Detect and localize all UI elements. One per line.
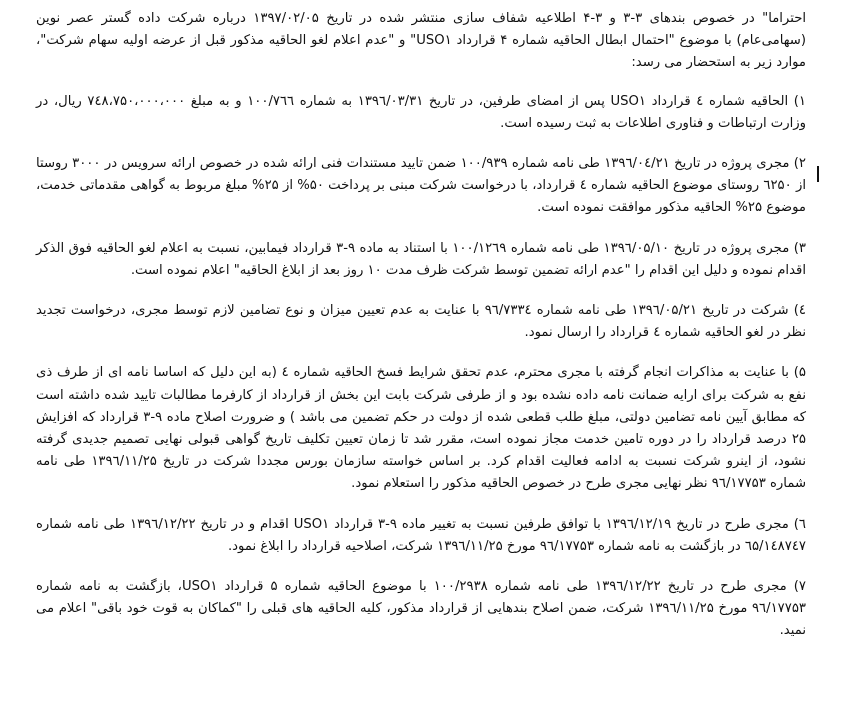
text-cursor (817, 166, 819, 182)
item-5-paragraph: ۵) با عنایت به مذاکرات انجام گرفته با مجری محترم، عدم تحقق شرایط فسخ الحاقیه شماره ٤ (به این دلیل که اساسا نامه ای از طرف ذی نفع به شرکت برای ارایه ضمانت نامه داده نشده بود و از طرفی شرکت بابت این بخش از قرارداد از کارفرما مطالبات تایید شده داشته است که مطابق آیین نامه تضامین دولتی، مبلغ طلب قطعی شده از دولت در حکم تضمین می باشد ) و ضرورت اصلاح ماده ۹-۳ قرارداد که افزایش ۲۵ درصد قرارداد را در دوره تامین خدمت مجاز نموده است، مقرر شد تا زمان تعیین تکلیف تاریخ گواهی قبولی نهایی تصمیم جدیدی گرفته نشود، از اینرو شرکت نسبت به ادامه فعالیت اقدام کرد. بر اساس خواسته سازمان بورس مجددا شرکت در تاریخ ۱۳۹٦/۱۱/۲۵ طی نامه شماره ۹٦/۱۷۷۵۳ نظر نهایی مجری طرح در خصوص الحاقیه مذکور را استعلام نمود. (36, 365, 806, 492)
item-3-paragraph: ۳) مجری پروژه در تاریخ ۱۳۹٦/۰۵/۱۰ طی نامه شماره ۱۰۰/۱۲٦۹ با استناد به ماده ۹-۳ قرارداد فیمابین، نسبت به اعلام لغو الحاقیه فوق الذکر اقدام نموده و دلیل این اقدام را "عدم ارائه تضمین توسط شرکت ظرف مدت ۱۰ روز بعد از ابلاغ الحاقیه" اعلام نموده است. (36, 240, 806, 278)
item-2-paragraph: ۲) مجری پروژه در تاریخ ۱۳۹٦/۰٤/۲۱ طی نامه شماره ۱۰۰/۹۳۹ ضمن تایید مستندات فنی ارائه شده در خصوص ارائه سرویس در ۳۰۰۰ روستا از ٦٢۵۰ روستای موضوع الحاقیه شماره ٤ قرارداد، با درخواست شرکت مبنی بر پرداخت ۵۰% از ۲۵% مبلغ مربوط به گواهی مقدماتی خدمت، موضوع ۲۵% الحاقیه مذکور موافقت نموده است. (36, 156, 806, 216)
item-4-paragraph: ٤) شرکت در تاریخ ۱۳۹٦/۰۵/۲۱ طی نامه شماره ۹٦/۷۳۳٤ با عنایت به عدم تعیین میزان و نوع تضامین لازم توسط مجری، درخواست تجدید نظر در لغو الحاقیه شماره ٤ قرارداد را ارسال نمود. (36, 303, 806, 341)
item-7-paragraph: ۷) مجری طرح در تاریخ ۱۳۹٦/۱۲/۲۲ طی نامه شماره ۱۰۰/۲۹۳۸ با موضوع الحاقیه شماره ۵ قرارداد USO۱، بازگشت به نامه شماره ۹٦/۱۷۷۵۳ مورخ ۱۳۹٦/۱۱/۲۵ شرکت، ضمن اصلاح بندهایی از قرارداد مذکور، کلیه الحاقیه های قبلی را "کماکان به قوت خود باقی" اعلام می نمید. (36, 579, 807, 639)
item-6-paragraph: ٦) مجری طرح در تاریخ ۱۳۹٦/۱۲/۱۹ با توافق طرفین نسبت به تغییر ماده ۹-۳ قرارداد USO۱ اقدام و در تاریخ ۱۳۹٦/۱۲/۲۲ طی نامه شماره ٦۵/۱٤۸۷٤۷ در بازگشت به نامه شماره ۹٦/۱۷۷۵۳ مورخ ۱۳۹٦/۱۱/۲۵ شرکت، اصلاحیه قرارداد را ابلاغ نمود. (36, 516, 807, 554)
item-1-paragraph: ۱) الحاقیه شماره ٤ قرارداد USO۱ پس از امضای طرفین، در تاریخ ۱۳۹٦/۰۳/۳۱ به شماره ۱۰۰/۷٦٦ و به مبلغ ۷٤۸،۷۵۰،۰۰۰،۰۰۰ ریال، در وزارت ارتباطات و فناوری اطلاعات به ثبت رسیده است. (36, 93, 806, 131)
intro-paragraph: احتراما" در خصوص بندهای ۳-۳ و ۳-۴ اطلاعیه شفاف سازی منتشر شده در تاریخ ۱۳۹۷/۰۲/۰۵ درباره شرکت داده گستر عصر نوین (سهامی‌عام) با موضوع "احتمال ابطال الحاقیه شماره ۴ قرارداد USO۱" و "عدم اعلام لغو الحاقیه مذکور قبل از عرضه اولیه سهام شرکت"، موارد زیر به استحضار می رسد: (36, 11, 807, 71)
